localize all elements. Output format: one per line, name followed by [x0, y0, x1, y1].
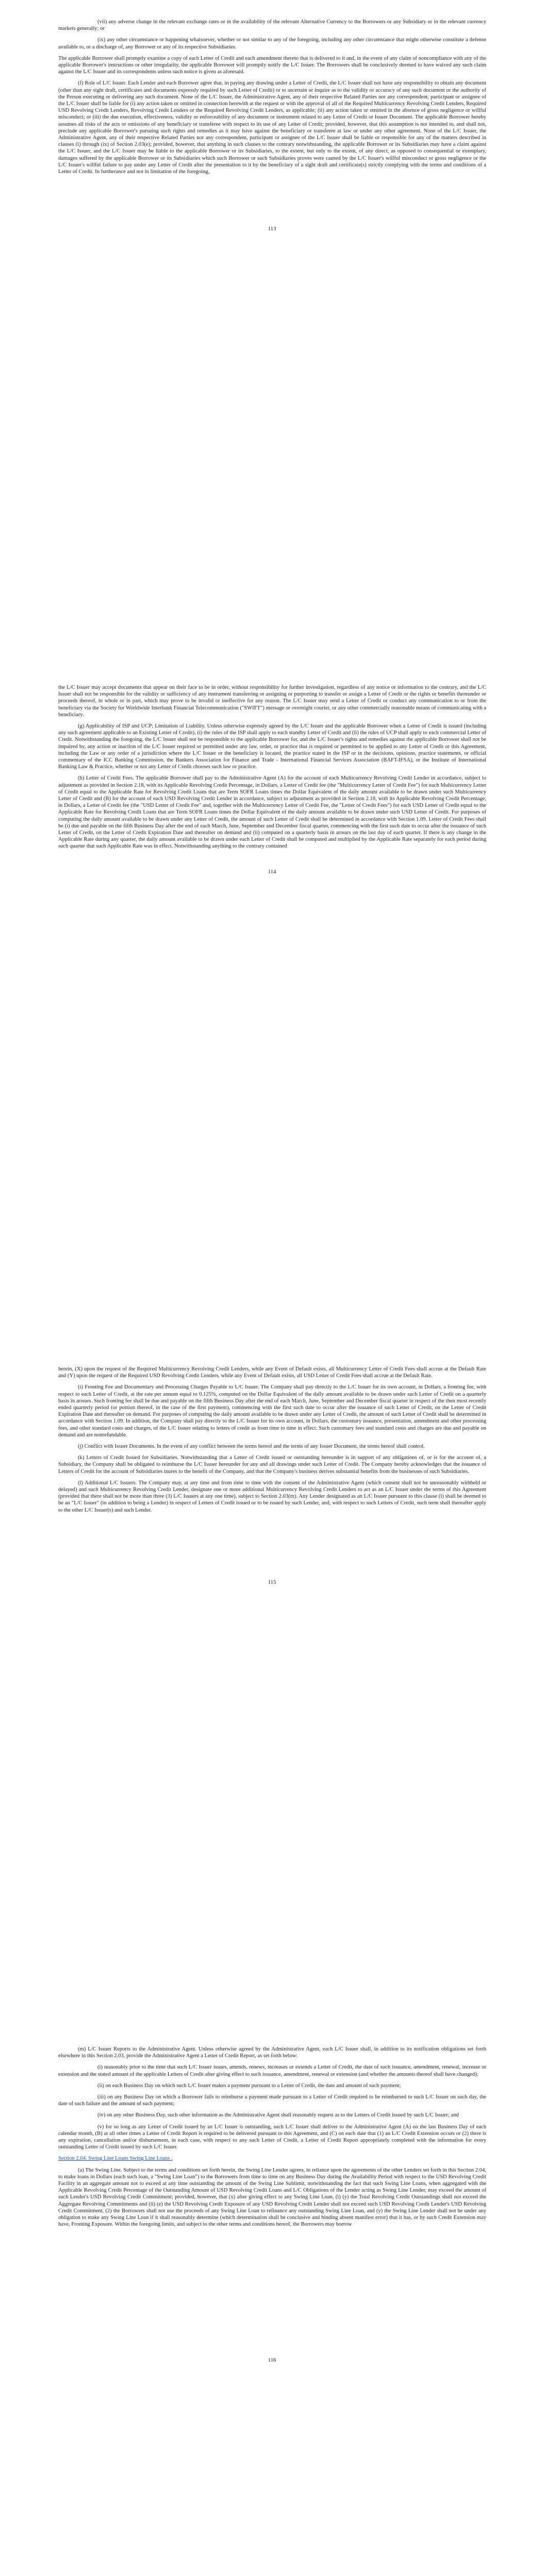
document-page	[0, 1347, 544, 2027]
paragraph: (ii) on each Business Day on which such L/C Issuer makes a payment pursuant to a Letter of Credit, the date and amount of such payment;	[97, 2082, 401, 2089]
paragraph: (v) for so long as any Letter of Credit issued by an L/C Issuer is outstanding, such L/C Issuer shall deliver to the Administrative Agent (A) on the last Business Day of each calendar month, (B) at all other times a Letter of Credit Report is required to be delivered pursuant to this Agreement, and (C) on each date that (1) an L/C Credit Extension occurs or (2) there is any expiration, cancellation and/or disbursement, in each case, with respect to any such Letter of Credit, a Letter of Credit Report appropriately completed with the information for every outstanding Letter of Credit issued by such L/C Issuer.	[58, 2124, 486, 2150]
paragraph: (g) Applicability of ISP and UCP; Limitation of Liability. Unless otherwise expressly agreed by the L/C Issuer and the applicable Borrower when a Letter of Credit is issued (including any such agreement applicable to an Existing Letter of Credit), (i) the rules of the ISP shall apply to each standby Letter of Credit and (ii) the rules of UCP shall apply to each commercial Letter of Credit. Notwithstanding the foregoing, the L/C Issuer shall not be responsible to the applicable Borrower for, and the L/C Issuer's rights and remedies against the applicable Borrower shall not be impaired by, any action or inaction of the L/C Issuer required or permitted under any law, order, or practice that is required or permitted to be applied to any Letter of Credit or this Agreement, including the Law or any order of a jurisdiction where the L/C Issuer or the beneficiary is located, the practice stated in the ISP or in the decisions, opinions, practice statements, or official commentary of the ICC Banking Commission, the Bankers Association for Finance and Trade - International Financial Services Association (BAFT-IFSA), or the Institute of International Banking Law & Practice, whether or not any Letter of Credit chooses such law or practice.	[58, 723, 486, 770]
section-heading[interactable]: Section 2.04. Swing Line Loans Swing Line Loans .	[58, 2156, 173, 2162]
paragraph: (ix) any other circumstance or happening whatsoever, whether or not similar to any of the foregoing, including any other circumstance that might otherwise constitute a defense available to, or a discharge of, any Borrower or any of its respective Subsidiaries.	[58, 37, 486, 50]
paragraph: (i) reasonably prior to the time that such L/C Issuer issues, amends, renews, increases or extends a Letter of Credit, the date of such issuance, amendment, renewal, increase or extension and the stated amount of the applicable Letters of Credit after giving effect to such issuance, amendment, renewal or extension (and whether the amounts thereof shall have changed);	[58, 2064, 486, 2077]
paragraph: (l) Additional L/C Issuers. The Company may, at any time and from time to time with the consent of the Administrative Agent (which consent shall not be unreasonably withheld or delayed) and such Multicurrency Revolving Credit Lender, designate one or more additional Multicurrency Revolving Credit Lenders to act as an L/C Issuer under the terms of this Agreement (provided that there shall not be more than three (3) L/C Issuers at any one time), subject to Section 2.03(m). Any Lender designated as an L/C Issuer pursuant to this clause (l) shall be deemed to be an "L/C Issuer" (in addition to being a Lender) in respect of Letters of Credit issued or to be issued by such Lender, and, with respect to such Letters of Credit, such term shall thereafter apply to the other L/C Issuer(s) and such Lender.	[58, 1480, 486, 1513]
page-body	[58, 2046, 486, 2232]
paragraph: (m) L/C Issuer Reports to the Administrative Agent. Unless otherwise agreed by the Administrative Agent, each L/C Issuer shall, in addition to its notification obligations set forth elsewhere in this Section 2.03, provide the Administrative Agent a Letter of Credit Report, as set forth below:	[58, 2046, 486, 2059]
page-body	[58, 19, 486, 180]
paragraph: (i) Fronting Fee and Documentary and Processing Charges Payable to L/C Issuer. The Company shall pay directly to the L/C Issuer for its own account, in Dollars, a fronting fee, with respect to each Letter of Credit, at the rate per annum equal to 0.125%, computed on the Dollar Equivalent of the daily amount available to be drawn under such Letter of Credit on a quarterly basis in arrears. Such fronting fee shall be due and payable on the fifth Business Day after the end of each March, June, September and December fiscal quarter in respect of the then most recently ended quarterly period (or portion thereof, in the case of the first payment), commencing with the first such date to occur after the issuance of such Letter of Credit, on the Letter of Credit Expiration Date and thereafter on demand. For purposes of computing the daily amount available to be drawn under any Letter of Credit, the amount of such Letter of Credit shall be determined in accordance with Section 1.09. In addition, the Company shall pay directly to the L/C Issuer for its own account, in Dollars, the customary issuance, presentation, amendment and other processing fees, and other standard costs and charges, of the L/C Issuer relating to letters of credit as from time to time in effect. Such customary fees and standard costs and charges are due and payable on demand and are nonrefundable.	[58, 1384, 486, 1438]
document-page	[0, 0, 544, 665]
paragraph: (iv) on any other Business Day, such other information as the Administrative Agent shall reasonably request as to the Letters of Credit issued by such L/C Issuer; and	[97, 2112, 459, 2119]
paragraph: the L/C Issuer may accept documents that appear on their face to be in order, without responsibility for further investigation, regardless of any notice or information to the contrary, and the L/C Issuer shall not be responsible for the validity or sufficiency of any instrument transferring or assigning or purporting to transfer or assign a Letter of Credit or the rights or benefits thereunder or proceeds thereof, in whole or in part, which may prove to be invalid or ineffective for any reason. The L/C Issuer may send a Letter of Credit or conduct any communication to or from the beneficiary via the Society for Worldwide Interbank Financial Telecommunication ("SWIFT") message or overnight courier, or any other commercially reasonable means of communicating with a beneficiary.	[58, 685, 486, 718]
page-number: 114	[268, 869, 276, 875]
document-page	[0, 665, 544, 1347]
paragraph: (f) Role of L/C Issuer. Each Lender and each Borrower agree that, in paying any drawing under a Letter of Credit, the L/C Issuer shall not have any responsibility to obtain any document (other than any sight draft, certificates and documents expressly required by such Letter of Credit) or to ascertain or inquire as to the validity or accuracy of any such document or the authority of the Person executing or delivering any such document. None of the L/C Issuer, the Administrative Agent, any of their respective Related Parties nor any correspondent, participant or assignee of the L/C Issuer shall be liable for (i) any action taken or omitted in connection herewith at the request or with the approval of all of the Required Multicurrency Revolving Credit Lenders, Required USD Revolving Credit Lenders, Revolving Credit Lenders or the Required Revolving Credit Lenders, as applicable; (ii) any action taken or omitted in the absence of gross negligence or willful misconduct; or (iii) the due execution, effectiveness, validity or enforceability of any document or instrument related to any Letter of Credit or Issuer Document. The applicable Borrower hereby assumes all risks of the acts or omissions of any beneficiary or transferee with respect to its use of any Letter of Credit; provided, however, that this assumption is not intended to, and shall not, preclude any applicable Borrower's pursuing such rights and remedies as it may have against the beneficiary or transferee at law or under any other agreement. None of the L/C Issuer, the Administrative Agent, any of their respective Related Parties nor any correspondent, participant or assignee of the L/C Issuer shall be liable or responsible for any of the matters described in clauses (i) through (ix) of Section 2.03(e); provided, however, that anything in such clauses to the contrary notwithstanding, the applicable Borrower or its Subsidiaries may have a claim against the L/C Issuer, and the L/C Issuer may be liable to the applicable Borrower or its Subsidiaries, to the extent, but only to the extent, of any direct, as opposed to consequential or exemplary, damages suffered by the applicable Borrower or its Subsidiaries which such Borrower or such Subsidiaries proves were caused by the L/C Issuer's willful misconduct or gross negligence or the L/C Issuer's willful failure to pay under any Letter of Credit after the presentation to it by the beneficiary of a sight draft and certificate(s) strictly complying with the terms and conditions of a Letter of Credit. In furtherance and not in limitation of the foregoing,	[58, 80, 486, 175]
paragraph: (h) Letter of Credit Fees. The applicable Borrower shall pay to the Administrative Agent (A) for the account of each Multicurrency Revolving Credit Lender in accordance, subject to adjustment as provided in Section 2.18, with its Applicable Revolving Credit Percentage, in Dollars, a Letter of Credit fee (the "Multicurrency Letter of Credit Fee") for each Multicurrency Letter of Credit equal to the Applicable Rate for Revolving Credit Loans that are Term SOFR Loans times the Dollar Equivalent of the daily amount available to be drawn under such Multicurrency Letter of Credit and (B) for the account of each USD Revolving Credit Lender in accordance, subject to adjustment as provided in Section 2.18, with its Applicable Revolving Credit Percentage, in Dollars, a Letter of Credit fee (the "USD Letter of Credit Fee" and, together with the Multicurrency Letter of Credit Fee, the "Letter of Credit Fees") for each USD Letter of Credit equal to the Applicable Rate for Revolving Credit Loans that are Term SOFR Loans times the Dollar Equivalent of the daily amount available to be drawn under such USD Letter of Credit. For purposes of computing the daily amount available to be drawn under any Letter of Credit, the amount of such Letter of Credit shall be determined in accordance with Section 1.09. Letter of Credit Fees shall be (i) due and payable on the fifth Business Day after the end of each March, June, September and December fiscal quarter, commencing with the first such date to occur after the issuance of such Letter of Credit, on the Letter of Credit Expiration Date and thereafter on demand and (ii) computed on a quarterly basis in arrears on the last day of each quarter. If there is any change in the Applicable Rate during any quarter, the daily amount available to be drawn under each Letter of Credit shall be computed and multiplied by the Applicable Rate separately for each period during such quarter that such Applicable Rate was in effect. Notwithstanding anything to the contrary contained	[58, 775, 486, 850]
document-page	[0, 2027, 544, 2576]
paragraph: (a) The Swing Line. Subject to the terms and conditions set forth herein, the Swing Line Lender agrees, in reliance upon the agreements of the other Lenders set forth in this Section 2.04, to make loans in Dollars (each such loan, a "Swing Line Loan") to the Borrowers from time to time on any Business Day during the Availability Period with respect to the USD Revolving Credit Facility in an aggregate amount not to exceed at any time outstanding the amount of the Swing Line Sublimit, notwithstanding the fact that such Swing Line Loans, when aggregated with the Applicable Revolving Credit Percentage of the Outstanding Amount of USD Revolving Credit Loans and L/C Obligations of the Lender acting as Swing Line Lender, may exceed the amount of such Lender's USD Revolving Credit Commitment; provided, however, that (x) after giving effect to any Swing Line Loan, (i) (y) the Total Revolving Credit Outstandings shall not exceed the Aggregate Revolving Commitments and (ii) (z) the USD Revolving Credit Exposure of any USD Revolving Credit Lender shall not exceed such USD Revolving Credit Lender's USD Revolving Credit Commitment, (2) the Borrowers shall not use the proceeds of any Swing Line Loan to refinance any outstanding Swing Line Loan, and (y) the Swing Line Lender shall not be under any obligation to make any Swing Line Loan if it shall reasonably determine (which determination shall be conclusive and binding absent manifest error) that it has, or by such Credit Extension may have, Fronting Exposure. Within the foregoing limits, and subject to the other terms and conditions hereof, the Borrowers may borrow	[58, 2167, 486, 2228]
page-number: 115	[268, 1579, 276, 1585]
page-number: 113	[268, 226, 276, 232]
paragraph: (iii) on any Business Day on which a Borrower fails to reimburse a payment made pursuant to a Letter of Credit required to be reimbursed to such L/C Issuer on such day, the date of such failure and the amount of such payment;	[58, 2094, 486, 2107]
page-body	[58, 684, 486, 855]
page-body	[58, 1366, 486, 1518]
paragraph: (vii) any adverse change in the relevant exchange rates or in the availability of the relevant Alternative Currency to the Borrowers or any Subsidiary or in the relevant currency markets generally; or	[58, 19, 486, 32]
paragraph: (k) Letters of Credit Issued for Subsidiaries. Notwithstanding that a Letter of Credit issued or outstanding hereunder is in support of any obligations of, or is for the account of, a Subsidiary, the Company shall be obligated to reimburse the L/C Issuer hereunder for any and all drawings under such Letter of Credit. The Company hereby acknowledges that the issuance of Letters of Credit for the account of Subsidiaries inures to the benefit of the Company, and that the Company's business derives substantial benefits from the businesses of such Subsidiaries.	[58, 1455, 486, 1475]
paragraph: The applicable Borrower shall promptly examine a copy of each Letter of Credit and each amendment thereto that is delivered to it and, in the event of any claim of noncompliance with any of the applicable Borrower's instructions or other irregularity, the applicable Borrower will promptly notify the L/C Issuer. The Borrowers shall be conclusively deemed to have waived any such claim against the L/C Issuer and its correspondents unless such notice is given as aforesaid.	[58, 55, 486, 75]
page-number: 116	[268, 2357, 276, 2363]
paragraph: (j) Conflict with Issuer Documents. In the event of any conflict between the terms hereof and the terms of any Issuer Document, the terms hereof shall control.	[78, 1444, 425, 1450]
paragraph: herein, (X) upon the request of the Required Multicurrency Revolving Credit Lenders, while any Event of Default exists, all Multicurrency Letter of Credit Fees shall accrue at the Default Rate and (Y) upon the request of the Required USD Revolving Credit Lenders, while any Event of Default exists, all USD Letter of Credit Fees shall accrue at the Default Rate.	[58, 1366, 486, 1379]
